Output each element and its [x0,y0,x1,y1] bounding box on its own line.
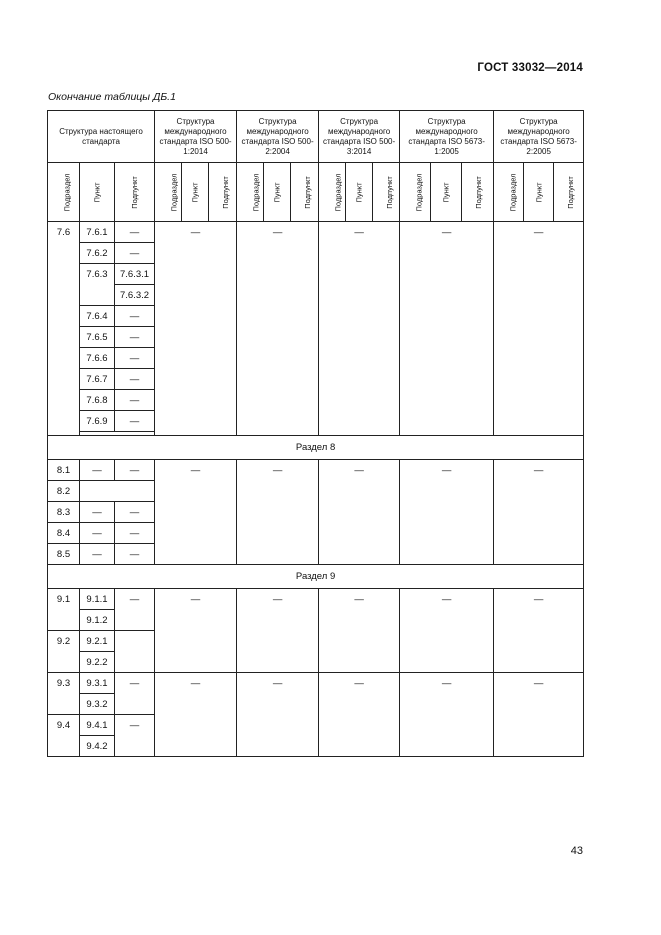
cell-clause: 9.1.2 [80,610,115,631]
subcol-label: Подпункт [384,175,394,209]
group-header: Структура международного стандарта ISO 500-3:2014 [319,111,400,163]
subcol-label: Подпункт [473,175,483,209]
iso-500-3-cell: — [319,222,400,436]
subcol-header [400,163,431,222]
cell-subclause: — [115,222,155,243]
subcol-label: Подраздел [508,173,518,211]
cell-subclause-empty [115,631,155,673]
subcol-label: Подпункт [220,175,230,209]
subcol-header [291,163,319,222]
subcol-header [524,163,554,222]
correspondence-table [47,110,584,757]
iso-500-1-cell: — [155,589,237,673]
subcol-header [431,163,462,222]
subcol-header [346,163,373,222]
iso-5673-2-cell: — [494,589,584,673]
subcol-header [48,163,80,222]
cell-subclause: — [115,460,155,481]
cell-clause: — [80,544,115,565]
group-header: Структура настоящего стандарта [48,111,155,163]
cell-subsection: 9.4 [48,715,80,757]
cell-subclause: — [115,673,155,715]
subcol-label: Подраздел [251,173,261,211]
cell-subclause: — [115,523,155,544]
section-row [48,565,584,589]
table-row [48,589,584,610]
cell-subclause: 7.6.3.1 [115,264,155,285]
subcol-label: Подпункт [302,175,312,209]
cell-clause: 9.4.2 [80,736,115,757]
cell-subsection: 9.3 [48,673,80,715]
group-header: Структура международного стандарта ISO 500-2:2004 [237,111,319,163]
cell-subclause: — [115,327,155,348]
cell-clause: 7.6.7 [80,369,115,390]
cell-clause: 7.6.8 [80,390,115,411]
iso-500-2-cell: — [237,673,319,757]
iso-5673-2-cell: — [494,460,584,565]
table-caption: Окончание таблицы ДБ.1 [48,91,176,103]
section-title: Раздел 9 [48,565,584,589]
subcol-label: Пункт [354,181,364,203]
cell-subsection: 9.2 [48,631,80,673]
subcol-header [182,163,209,222]
cell-clause: 7.6.6 [80,348,115,369]
cell-subsection: 8.3 [48,502,80,523]
cell-empty [80,481,155,502]
cell-clause: 9.4.1 [80,715,115,736]
cell-subclause: — [115,243,155,264]
subcol-header [494,163,524,222]
cell-subclause: — [115,411,155,432]
section-row [48,436,584,460]
iso-500-2-cell: — [237,589,319,673]
subcol-label: Пункт [190,181,200,203]
subcol-label: Пункт [534,181,544,203]
cell-subclause: — [115,306,155,327]
iso-5673-1-cell: — [400,673,494,757]
iso-500-1-cell: — [155,222,237,436]
cell-subclause: — [115,715,155,757]
subcol-label: Пункт [92,181,102,203]
subcol-header [237,163,264,222]
table-row [48,673,584,694]
group-header: Структура международного стандарта ISO 5673-2:2005 [494,111,584,163]
group-header: Структура международного стандарта ISO 5673-1:2005 [400,111,494,163]
subcol-label: Подпункт [130,175,139,209]
page-number: 43 [570,845,583,857]
cell-clause: 7.6.4 [80,306,115,327]
cell-subclause: — [115,369,155,390]
cell-clause: — [80,460,115,481]
cell-clause: 7.6.3 [80,264,115,306]
iso-500-2-cell: — [237,460,319,565]
cell-subsection: 7.6 [48,222,80,436]
iso-5673-1-cell: — [400,589,494,673]
header-group-row [48,111,584,163]
subcol-label: Подраздел [62,173,72,211]
header-subcolumn-row [48,163,584,222]
subcol-label: Подраздел [414,173,424,211]
group-header: Структура международного стандарта ISO 500-1:2014 [155,111,237,163]
table-row [48,460,584,481]
cell-subclause: — [115,589,155,631]
cell-clause: 9.3.2 [80,694,115,715]
cell-clause: 7.6.9 [80,411,115,432]
iso-5673-1-cell: — [400,222,494,436]
cell-clause: 9.2.1 [80,631,115,652]
cell-clause: 7.6.2 [80,243,115,264]
cell-subclause: 7.6.3.2 [115,285,155,306]
iso-5673-2-cell: — [494,222,584,436]
subcol-label: Пункт [272,181,282,203]
subcol-header [554,163,584,222]
section-title: Раздел 8 [48,436,584,460]
subcol-label: Подраздел [169,173,179,211]
cell-subsection: 8.2 [48,481,80,502]
subcol-header [264,163,291,222]
cell-subclause: — [115,390,155,411]
cell-clause: — [80,502,115,523]
cell-clause: 7.6.1 [80,222,115,243]
subcol-label: Подраздел [333,173,343,211]
subcol-header [209,163,237,222]
cell-clause: 9.2.2 [80,652,115,673]
cell-subsection: 9.1 [48,589,80,631]
iso-500-3-cell: — [319,589,400,673]
subcol-header [373,163,400,222]
subcol-label: Пункт [441,181,451,203]
cell-subsection: 8.1 [48,460,80,481]
cell-subclause: — [115,544,155,565]
cell-clause: 9.1.1 [80,589,115,610]
subcol-header [115,163,155,222]
subcol-header [319,163,346,222]
iso-500-1-cell: — [155,460,237,565]
iso-500-1-cell: — [155,673,237,757]
standard-designation: ГОСТ 33032—2014 [477,62,583,74]
iso-500-3-cell: — [319,673,400,757]
subcol-header [155,163,182,222]
iso-5673-2-cell: — [494,673,584,757]
iso-500-2-cell: — [237,222,319,436]
subcol-header [80,163,115,222]
cell-subclause: — [115,348,155,369]
cell-clause: — [80,523,115,544]
iso-500-3-cell: — [319,460,400,565]
cell-subclause: — [115,502,155,523]
table-row [48,222,584,243]
cell-subsection: 8.4 [48,523,80,544]
subcol-header [462,163,494,222]
cell-subsection: 8.5 [48,544,80,565]
cell-clause: 9.3.1 [80,673,115,694]
iso-5673-1-cell: — [400,460,494,565]
subcol-label: Подпункт [565,175,575,209]
cell-clause: 7.6.5 [80,327,115,348]
